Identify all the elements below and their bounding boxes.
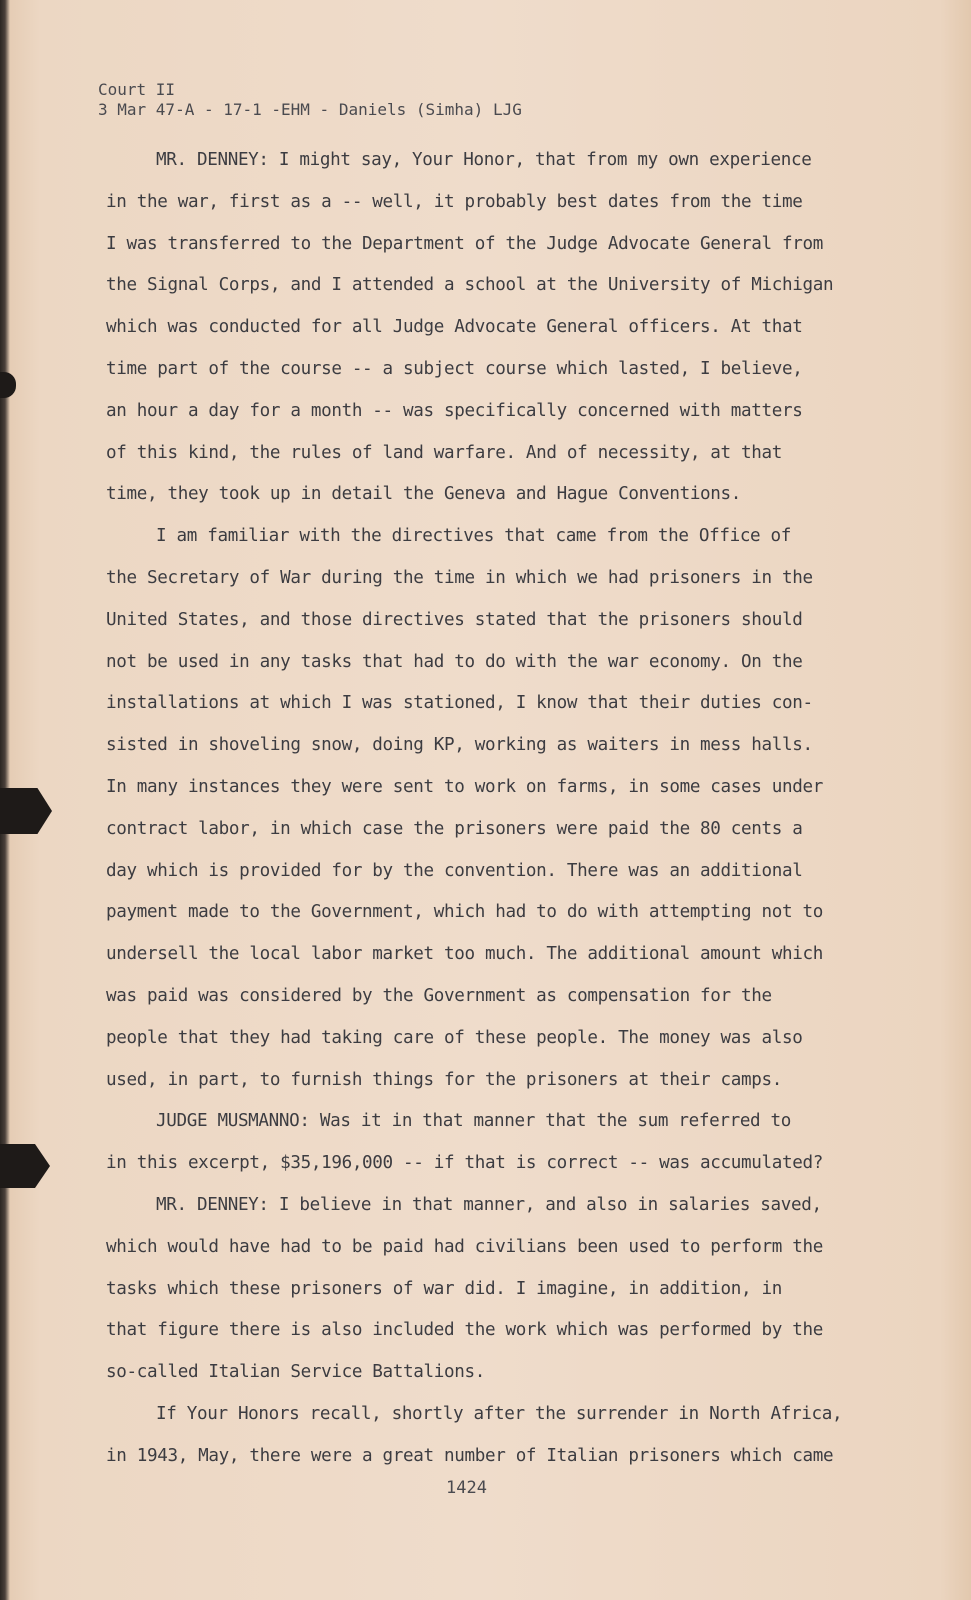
transcript-line: which would have had to be paid had civilians been used to perform the [106,1236,823,1257]
transcript-line: payment made to the Government, which had to do with attempting not to [106,902,823,923]
header-court: Court II [98,80,176,99]
transcript-line: in this excerpt, $35,196,000 -- if that is correct -- was accumulated? [106,1153,823,1174]
transcript-line: United States, and those directives stated that the prisoners should [106,609,803,630]
transcript-line: tasks which these prisoners of war did. I imagine, in addition, in [106,1278,782,1299]
transcript-line: used, in part, to furnish things for the prisoners at their camps. [106,1069,782,1090]
transcript-line: was paid was considered by the Government as compensation for the [106,985,772,1006]
transcript-line: If Your Honors recall, shortly after the surrender in North Africa, [156,1403,843,1424]
transcript-line: I am familiar with the directives that came from the Office of [156,526,792,547]
transcript-line: people that they had taking care of these people. The money was also [106,1027,803,1048]
transcript-line: MR. DENNEY: I believe in that manner, and also in salaries saved, [156,1194,822,1215]
transcript-line: an hour a day for a month -- was specifically concerned with matters [106,400,803,421]
transcript-line: In many instances they were sent to work on farms, in some cases under [106,776,823,797]
transcript-line: time, they took up in detail the Geneva and Hague Conventions. [106,484,742,505]
transcript-line: that figure there is also included the work which was performed by the [106,1320,823,1341]
transcript-line: which was conducted for all Judge Advocate General officers. At that [106,317,803,338]
transcript-line: contract labor, in which case the prisoners were paid the 80 cents a [106,818,803,839]
transcript-line: day which is provided for by the convention. There was an additional [106,860,803,881]
transcript-line: installations at which I was stationed, I know that their duties con- [106,693,813,714]
transcript-line: so-called Italian Service Battalions. [106,1362,485,1383]
transcript-line: MR. DENNEY: I might say, Your Honor, that from my own experience [156,150,812,170]
transcript-line: in 1943, May, there were a great number of Italian prisoners which came [106,1445,834,1466]
header-reference: 3 Mar 47-A - 17-1 -EHM - Daniels (Simha) LJG [98,100,522,119]
transcript-line: time part of the course -- a subject course which lasted, I believe, [106,358,803,379]
transcript-body [106,140,846,1478]
transcript-line: the Secretary of War during the time in which we had prisoners in the [106,567,813,588]
transcript-line: the Signal Corps, and I attended a school at the University of Michigan [106,275,834,296]
transcript-line: sisted in shoveling snow, doing KP, working as waiters in mess halls. [106,735,813,756]
transcript-line: JUDGE MUSMANNO: Was it in that manner that the sum referred to [156,1111,792,1132]
page-number: 1424 [446,1478,487,1498]
transcript-line: I was transferred to the Department of the Judge Advocate General from [106,233,823,254]
page-header [98,80,522,120]
transcript-line: undersell the local labor market too much. The additional amount which [106,944,823,965]
transcript-line: of this kind, the rules of land warfare. And of necessity, at that [106,442,782,463]
transcript-line: not be used in any tasks that had to do with the war economy. On the [106,651,803,672]
transcript-line: in the war, first as a -- well, it probably best dates from the time [106,191,803,212]
